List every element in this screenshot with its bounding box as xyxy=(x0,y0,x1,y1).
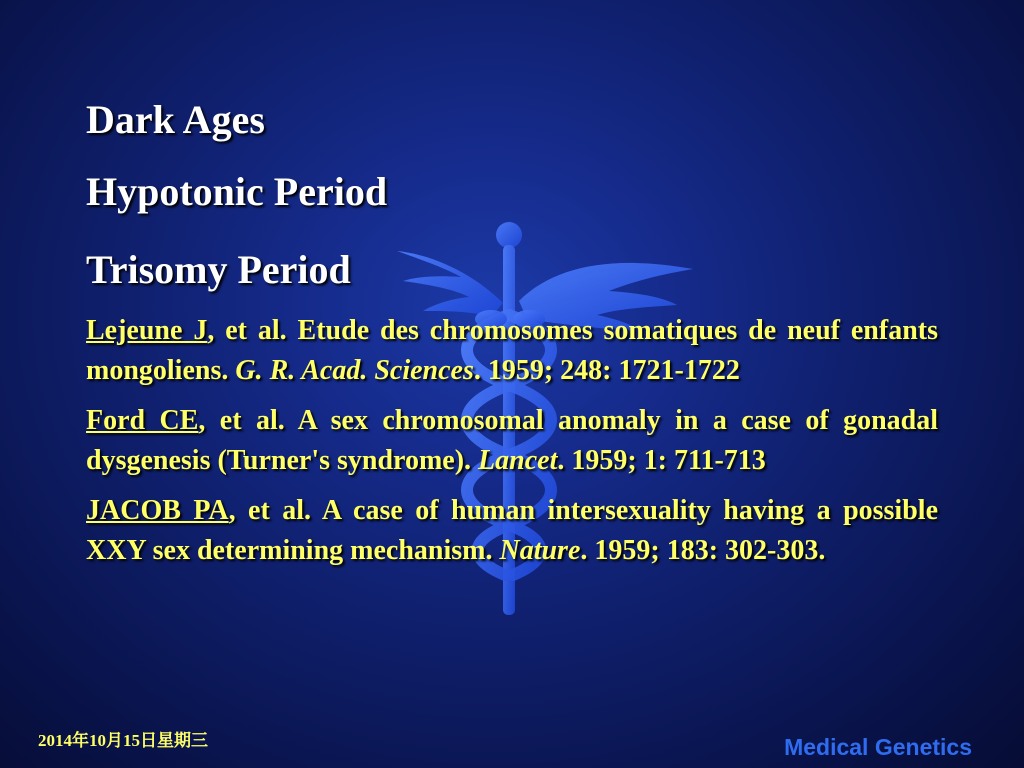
reference-lejeune xyxy=(86,311,938,391)
reference-citation: . 1959; 183: 302-303. xyxy=(580,535,826,566)
footer-date: 2014年10月15日星期三 xyxy=(38,731,208,750)
reference-journal: G. R. Acad. Sciences xyxy=(235,355,474,386)
reference-list xyxy=(86,311,938,581)
reference-text: , et al. Etude des chromosomes somatiques de neuf enfants mongoliens. xyxy=(86,315,938,386)
reference-jacob xyxy=(86,491,938,571)
reference-citation: . 1959; 248: 1721-1722 xyxy=(473,355,740,386)
reference-author-link[interactable]: JACOB PA xyxy=(86,495,229,526)
reference-author-link[interactable]: Ford CE xyxy=(86,405,199,436)
reference-text: , et al. A case of human intersexuality having a possible XXY sex determining mechanism. xyxy=(86,495,938,566)
reference-text: , et al. A sex chromosomal anomaly in a case of gonadal dysgenesis (Turner's syndrome). xyxy=(86,405,939,476)
reference-journal: Lancet xyxy=(478,445,558,476)
heading-dark-ages: Dark Ages xyxy=(86,97,265,142)
reference-citation: . 1959; 1: 711-713 xyxy=(557,445,766,476)
reference-journal: Nature xyxy=(499,535,581,566)
heading-hypotonic-period: Hypotonic Period xyxy=(86,169,388,214)
heading-trisomy-period: Trisomy Period xyxy=(86,247,351,292)
reference-ford xyxy=(86,401,938,481)
footer-title: Medical Genetics xyxy=(784,734,972,760)
reference-author-link[interactable]: Lejeune J xyxy=(86,315,208,346)
